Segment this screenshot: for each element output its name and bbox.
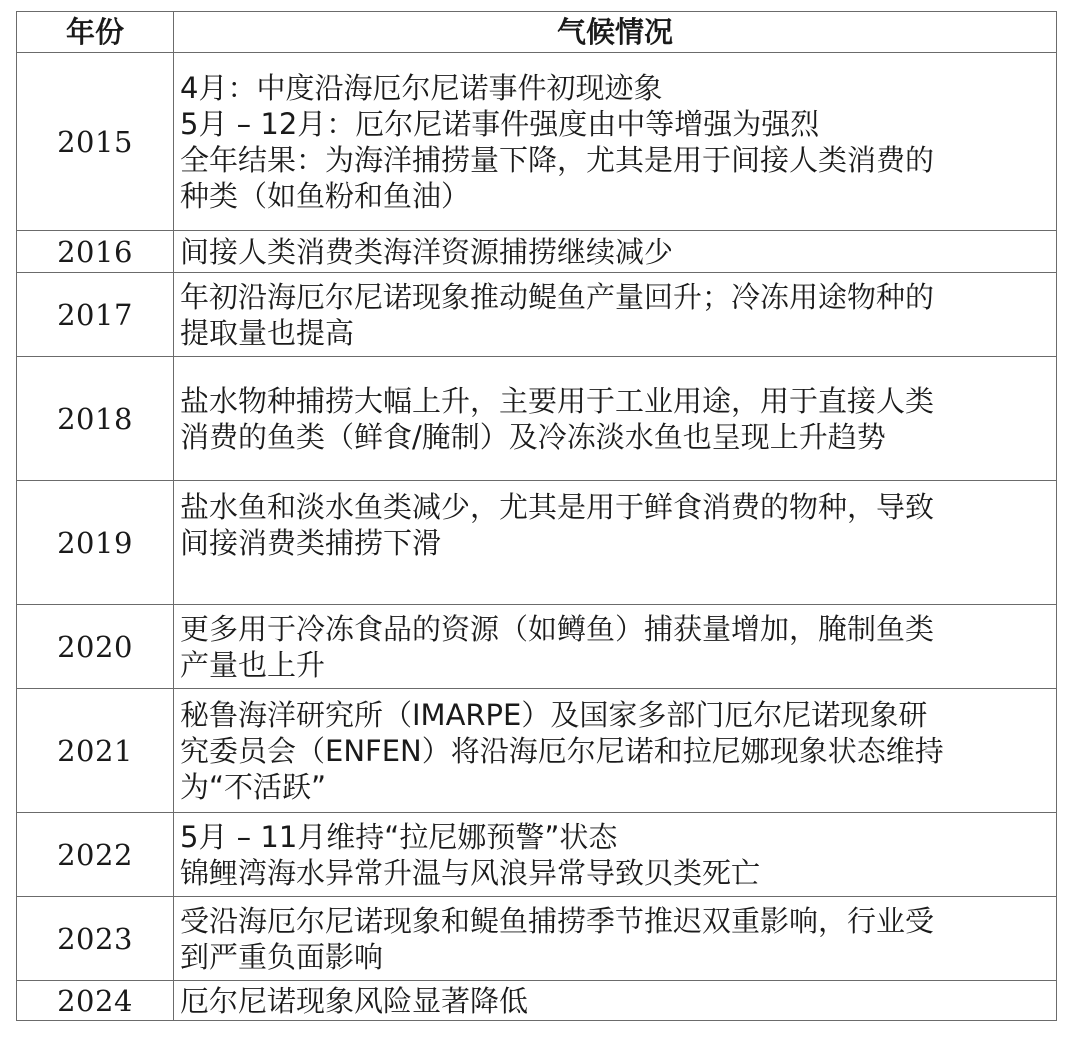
table-row — [17, 53, 1057, 231]
climate-cell — [174, 605, 1057, 689]
table-row — [17, 231, 1057, 273]
climate-line: 消费的鱼类（鲜食/腌制）及冷冻淡水鱼也呈现上升趋势 — [180, 419, 886, 454]
table-row — [17, 897, 1057, 981]
climate-line: 更多用于冷冻食品的资源（如鳟鱼）捕获量增加，腌制鱼类 — [180, 611, 935, 646]
table-row — [17, 689, 1057, 813]
climate-line: 锦鲤湾海水异常升温与风浪异常导致贝类死亡 — [180, 855, 761, 890]
climate-line: 种类（如鱼粉和鱼油） — [180, 178, 471, 213]
climate-line: 产量也上升 — [180, 647, 326, 682]
climate-line: 到严重负面影响 — [180, 939, 384, 974]
climate-line: 年初沿海厄尔尼诺现象推动鳀鱼产量回升；冷冻用途物种的 — [180, 279, 935, 314]
table-row — [17, 605, 1057, 689]
year-cell: 2018 — [17, 357, 174, 481]
year-cell: 2020 — [17, 605, 174, 689]
year-cell: 2016 — [17, 231, 174, 273]
year-cell: 2017 — [17, 273, 174, 357]
climate-line: 间接消费类捕捞下滑 — [180, 526, 442, 560]
climate-cell — [174, 231, 1057, 273]
climate-cell — [174, 897, 1057, 981]
table-row — [17, 273, 1057, 357]
climate-line: 间接人类消费类海洋资源捕捞继续减少 — [180, 234, 674, 269]
climate-line: 厄尔尼诺现象风险显著降低 — [180, 983, 529, 1018]
climate-line: 盐水鱼和淡水鱼类减少，尤其是用于鲜食消费的物种，导致 — [180, 490, 935, 524]
table-row — [17, 981, 1057, 1021]
table-row — [17, 481, 1057, 605]
climate-cell — [174, 53, 1057, 231]
table-row — [17, 813, 1057, 897]
year-cell: 2019 — [17, 481, 174, 605]
climate-line: 究委员会（ENFEN）将沿海厄尔尼诺和拉尼娜现象状态维持 — [180, 733, 944, 768]
climate-cell — [174, 689, 1057, 813]
climate-cell — [174, 981, 1057, 1021]
year-cell: 2015 — [17, 53, 174, 231]
climate-cell — [174, 813, 1057, 897]
climate-cell — [174, 357, 1057, 481]
year-cell: 2022 — [17, 813, 174, 897]
climate-table — [16, 11, 1057, 1021]
climate-line: 提取量也提高 — [180, 315, 355, 350]
climate-line: 4月：中度沿海厄尔尼诺事件初现迹象 — [180, 70, 663, 105]
year-cell: 2023 — [17, 897, 174, 981]
header-year: 年份 — [17, 12, 174, 53]
climate-line: 盐水物种捕捞大幅上升，主要用于工业用途，用于直接人类 — [180, 383, 935, 418]
climate-line: 5月 – 12月：厄尔尼诺事件强度由中等增强为强烈 — [180, 106, 820, 141]
climate-line: 全年结果：为海洋捕捞量下降，尤其是用于间接人类消费的 — [180, 142, 935, 177]
climate-line: 5月 – 11月维持“拉尼娜预警”状态 — [180, 819, 618, 854]
climate-cell — [174, 273, 1057, 357]
table-row — [17, 357, 1057, 481]
table-header-row — [17, 12, 1057, 53]
climate-line: 受沿海厄尔尼诺现象和鳀鱼捕捞季节推迟双重影响，行业受 — [180, 903, 935, 938]
climate-line: 秘鲁海洋研究所（IMARPE）及国家多部门厄尔尼诺现象研 — [180, 697, 928, 732]
climate-line: 为“不活跃” — [180, 769, 327, 804]
year-cell: 2024 — [17, 981, 174, 1021]
header-climate: 气候情况 — [174, 12, 1057, 53]
year-cell: 2021 — [17, 689, 174, 813]
climate-cell — [174, 481, 1057, 605]
